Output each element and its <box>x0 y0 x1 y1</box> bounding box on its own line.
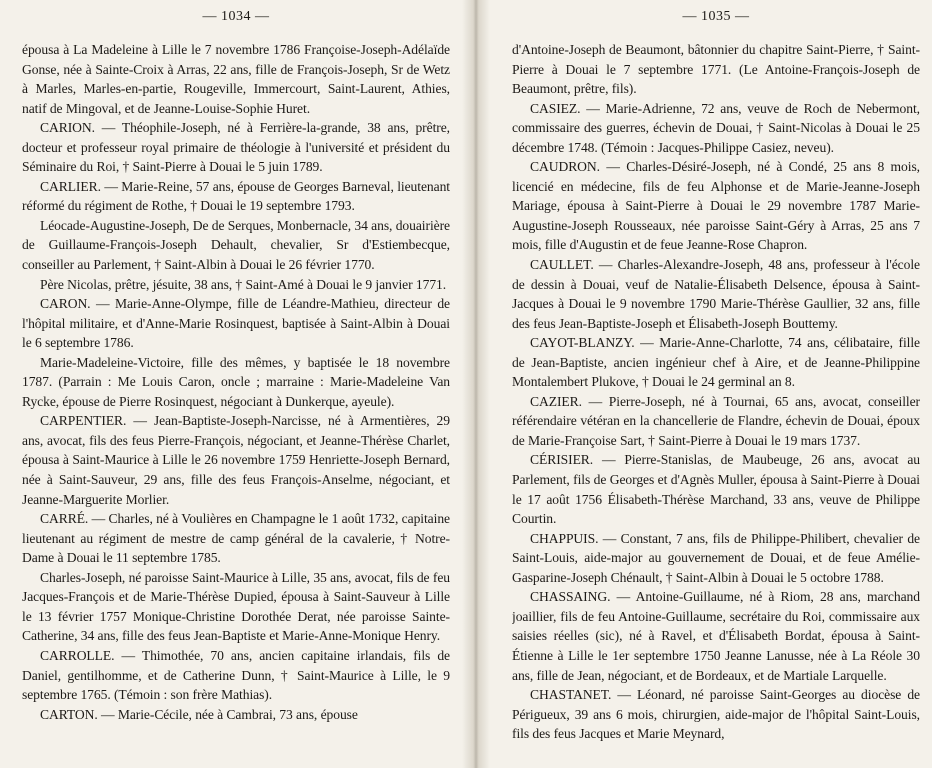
left-page-body <box>22 40 450 724</box>
right-paragraph: CÉRISIER. — Pierre-Stanislas, de Maubeuge, 26 ans, avocat au Parlement, fils de Georges et d'Agnès Muller, épousa à Saint-Pierre à Douai le 17 août 1756 Élisabeth-Thérèse Marchand, 33 ans, veuve de Philippe Courtin. <box>512 452 920 527</box>
left-paragraph: Marie-Madeleine-Victoire, fille des mêmes, y baptisée le 18 novembre 1787. (Parrain : Me Louis Caron, oncle ; marraine : Marie-Madeleine Van Rycke, épouse de Pierre Rosinquest, négociant à Dunkerque, ayeule). <box>22 354 450 409</box>
right-paragraph: CAUDRON. — Charles-Désiré-Joseph, né à Condé, 25 ans 8 mois, licencié en médecine, fils de feu Alphonse et de Marie-Jeanne-Joseph Mariage, épousa à Saint-Pierre à Douai le 29 novembre 1787 Marie-Augustine-Joseph Rousseaux, née paroisse Saint-Géry à Arras, 25 ans 7 mois, fille d'Augustin et de feue Jeanne-Rose Chapron. <box>512 159 920 253</box>
right-paragraph: CHASSAING. — Antoine-Guillaume, né à Riom, 28 ans, marchand joaillier, fils de feu Antoine-Guillaume, secrétaire du Roi, commissaire aux saisies réelles (sic), né à Ravel, et d'Élisabeth Bordat, épousa à Saint-Étienne à Lille le 1er septembre 1750 Jeanne Lanusse, née à La Réole 30 ans, fille de Jean, négociant, et de Bordeaux, et de Martiale Larquelle. <box>512 589 920 683</box>
book-gutter <box>462 0 490 768</box>
left-paragraph: CARON. — Marie-Anne-Olympe, fille de Léandre-Mathieu, directeur de l'hôpital militaire, et d'Anne-Marie Rosinquest, baptisée à Saint-Albin à Douai le 6 septembre 1786. <box>22 296 450 351</box>
right-paragraph: CHAPPUIS. — Constant, 7 ans, fils de Philippe-Philibert, chevalier de Saint-Louis, aide-major au gouvernement de Douai, et de feue Amélie-Gasparine-Joseph Chénault, † Saint-Albin à Douai le 5 octobre 1788. <box>512 530 920 585</box>
left-paragraph: épousa à La Madeleine à Lille le 7 novembre 1786 Françoise-Joseph-Adélaïde Gonse, née à Sainte-Croix à Arras, 22 ans, fille de François-Joseph, Sr de Wetz à Marles, Marles-en-partie, Rougeville, Immercourt, Saint-Laurent, Athies, natif de Mingoval, et de Jeanne-Louise-Sophie Huret. <box>22 42 450 116</box>
left-paragraph: CARPENTIER. — Jean-Baptiste-Joseph-Narcisse, né à Armentières, 29 ans, avocat, fils des feus Pierre-François, négociant, et Jeanne-Thérèse Charlet, épousa à Saint-Maurice à Lille le 26 novembre 1759 Henriette-Joseph Bernard, née à Saint-Sauveur, 29 ans, fille des feus François-Anselme, négociant, et Jeanne-Marguerite Morlier. <box>22 413 450 507</box>
left-paragraph: Charles-Joseph, né paroisse Saint-Maurice à Lille, 35 ans, avocat, fils de feu Jacques-François et de Marie-Thérèse Dupied, épousa à Saint-Sauveur à Lille le 13 février 1757 Monique-Christine Dorothée Derat, née paroisse Sainte-Catherine, 34 ans, fille des feus Jean-Baptiste et Marie-Anne-Monique Henry. <box>22 569 450 644</box>
right-paragraph: d'Antoine-Joseph de Beaumont, bâtonnier du chapitre Saint-Pierre, † Saint-Pierre à Douai le 7 septembre 1771. (Le Antoine-François-Joseph de Beaumont, prêtre, fils). <box>512 42 920 97</box>
left-paragraph: CARION. — Théophile-Joseph, né à Ferrière-la-grande, 38 ans, prêtre, docteur et professeur royal primaire de théologie à l'université et président du Séminaire du Roi, † Saint-Pierre à Douai le 5 juin 1789. <box>22 120 450 175</box>
left-paragraph: CARROLLE. — Thimothée, 70 ans, ancien capitaine irlandais, fils de Daniel, gentilhomme, et de Catherine Dunn, † Saint-Maurice à Lille, le 9 septembre 1765. (Témoin : son frère Mathias). <box>22 647 450 703</box>
right-paragraph: CHASTANET. — Léonard, né paroisse Saint-Georges au diocèse de Périgueux, 39 ans 6 mois, chirurgien, aide-major de l'hôpital Saint-Louis, fils des feus Jacques et Marie Meynard, <box>512 687 920 742</box>
right-paragraph: CAZIER. — Pierre-Joseph, né à Tournai, 65 ans, avocat, conseiller référendaire vétéran en la chancellerie de Flandre, échevin de Douai, époux de Marie-Françoise Sart, † Saint-Pierre à Douai le 19 mars 1737. <box>512 393 920 448</box>
left-paragraph: Père Nicolas, prêtre, jésuite, 38 ans, † Saint-Amé à Douai le 9 janvier 1771. <box>40 276 447 292</box>
left-page <box>22 0 450 768</box>
left-paragraph: Léocade-Augustine-Joseph, De de Serques, Monbernacle, 34 ans, douairière de Guillaume-François-Joseph Dehault, chevalier, Sr d'Estiembecque, conseiller au Parlement, † Saint-Albin à Douai le 26 février 1770. <box>22 217 450 273</box>
left-paragraph: CARTON. — Marie-Cécile, née à Cambrai, 73 ans, épouse <box>40 706 358 722</box>
right-paragraph: CAYOT-BLANZY. — Marie-Anne-Charlotte, 74 ans, célibataire, fille de Jean-Baptiste, ancien ingénieur chef à Aire, et de Jeanne-Philippine Montalembert Plukove, † Douai le 24 germinal an 8. <box>512 335 920 390</box>
right-page-number: — 1035 — <box>682 9 750 24</box>
right-paragraph: CASIEZ. — Marie-Adrienne, 72 ans, veuve de Roch de Nebermont, commissaire des guerres, échevin de Douai, † Saint-Nicolas à Douai le 25 décembre 1748. (Témoin : Jacques-Philippe Casiez, neveu). <box>512 100 920 155</box>
left-paragraph: CARLIER. — Marie-Reine, 57 ans, épouse de Georges Barneval, lieutenant réformé du régiment de Rothe, † Douai le 19 septembre 1793. <box>22 178 450 214</box>
left-page-number: — 1034 — <box>202 9 270 24</box>
right-page-body <box>512 40 920 744</box>
right-page <box>512 0 920 768</box>
right-paragraph: CAULLET. — Charles-Alexandre-Joseph, 48 ans, professeur à l'école de dessin à Douai, veuf de Natalie-Élisabeth Delsence, épousa à Saint-Jacques à Douai le 9 novembre 1790 Marie-Thérèse Gaullier, 32 ans, fille des feus Jean-Baptiste-Joseph et Élisabeth-Joseph Bouttemy. <box>512 257 920 331</box>
left-paragraph: CARRÉ. — Charles, né à Voulières en Champagne le 1 août 1732, capitaine lieutenant au régiment de mestre de camp général de la cavalerie, † Notre-Dame à Douai le 11 septembre 1785. <box>22 511 450 566</box>
